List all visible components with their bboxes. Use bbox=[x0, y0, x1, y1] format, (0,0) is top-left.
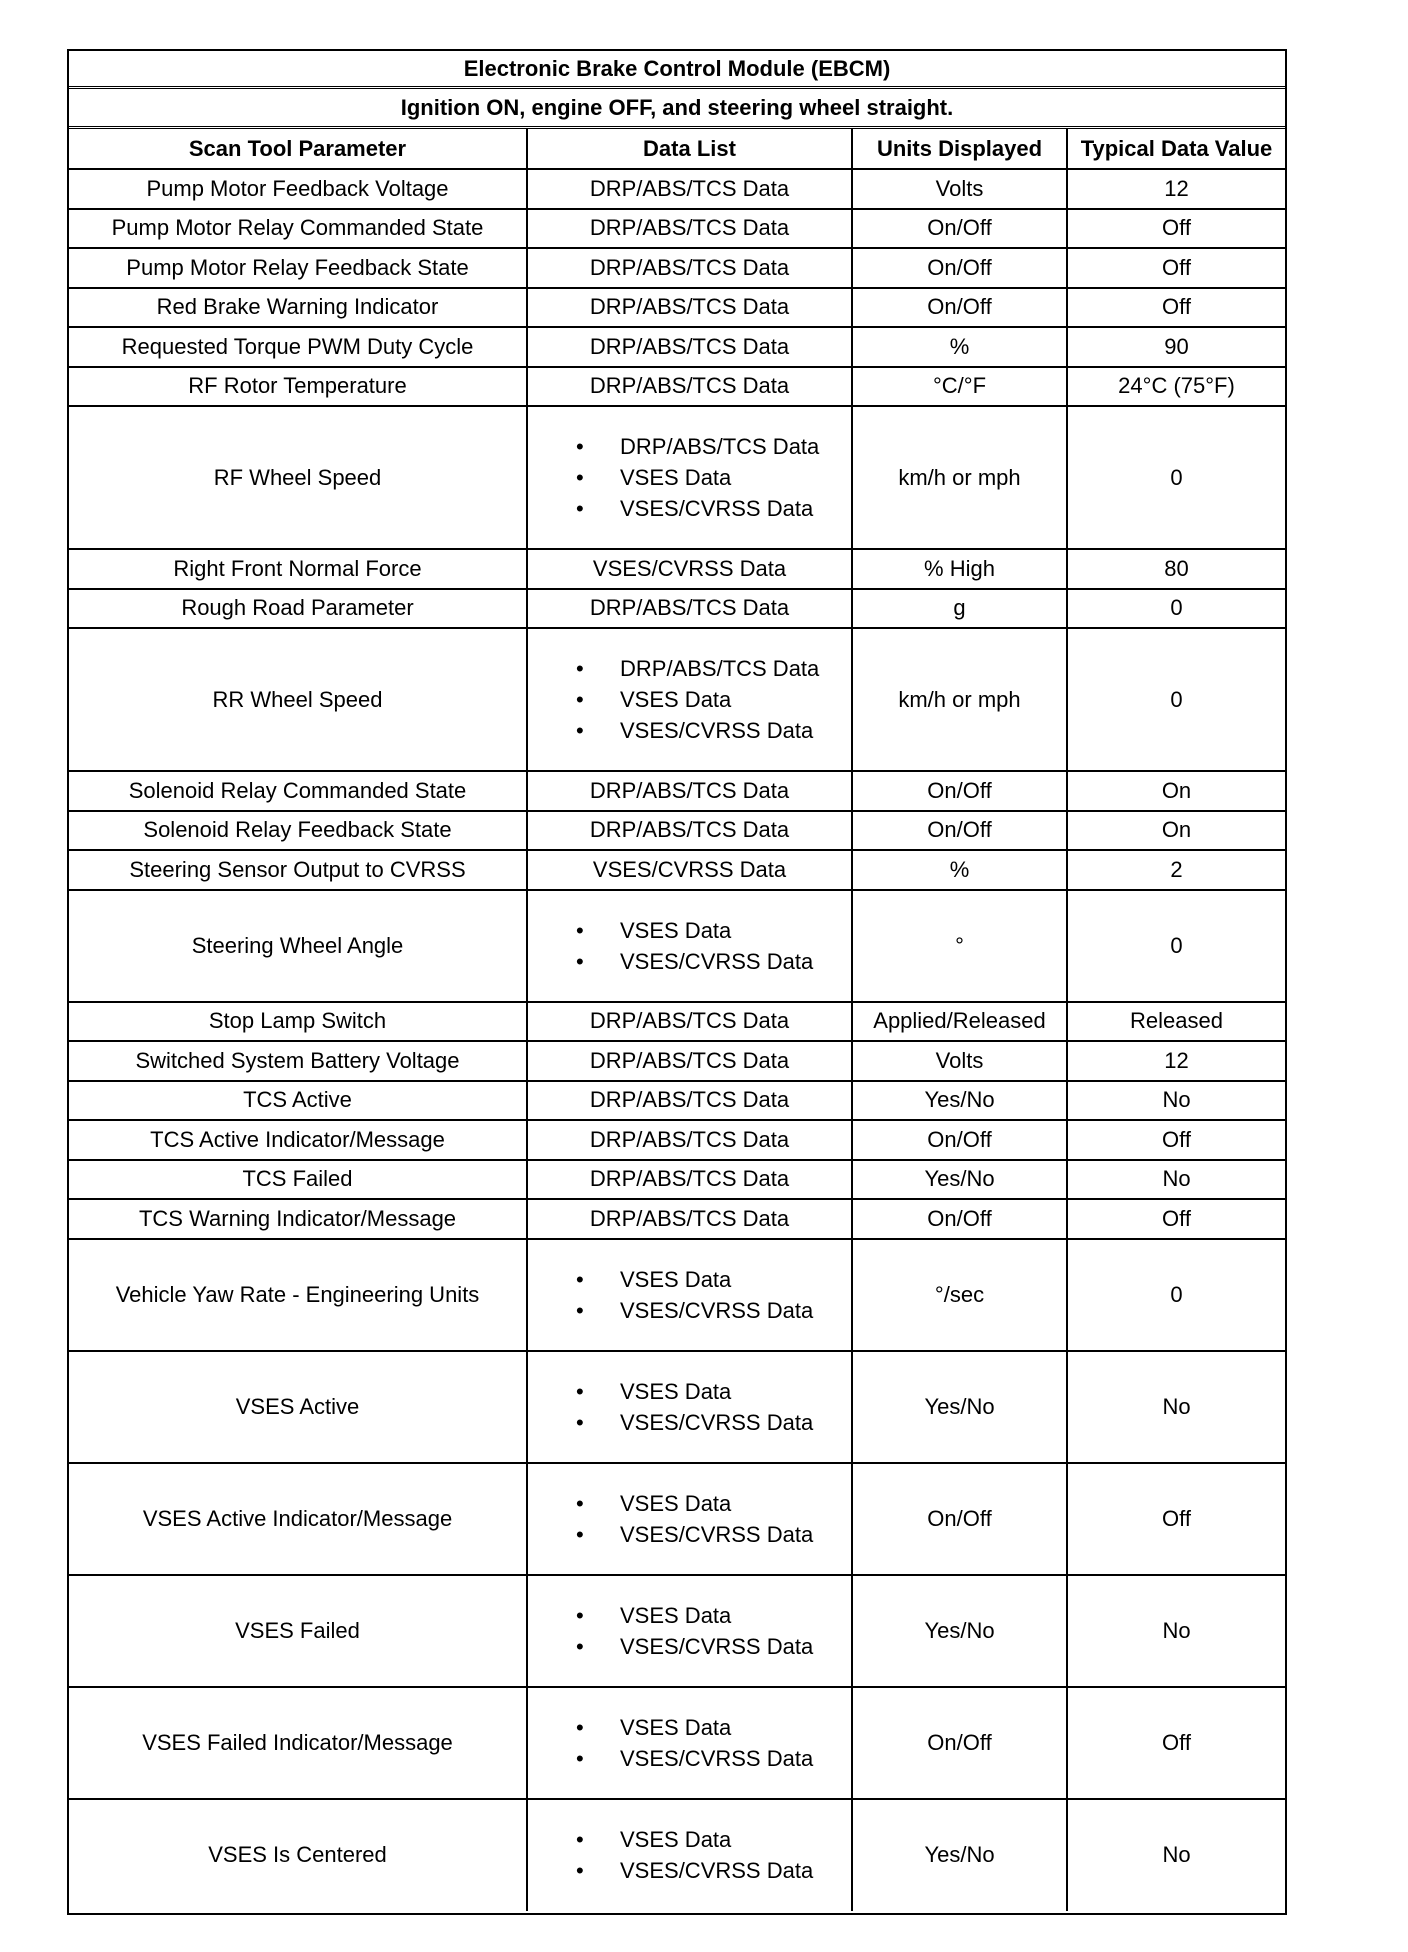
cell-parameter: VSES Is Centered bbox=[69, 1799, 527, 1911]
cell-units: % bbox=[852, 850, 1067, 890]
cell-parameter: Solenoid Relay Feedback State bbox=[69, 811, 527, 851]
cell-units: On/Off bbox=[852, 811, 1067, 851]
cell-parameter: Pump Motor Relay Feedback State bbox=[69, 248, 527, 288]
cell-typical-value: 0 bbox=[1067, 1239, 1285, 1351]
data-list-item: • VSES/CVRSS Data bbox=[576, 946, 847, 977]
cell-typical-value: 12 bbox=[1067, 169, 1285, 209]
data-list-bullets bbox=[532, 431, 847, 524]
cell-typical-value: On bbox=[1067, 771, 1285, 811]
cell-typical-value: No bbox=[1067, 1799, 1285, 1911]
data-list-bullets bbox=[532, 1488, 847, 1550]
column-header-units: Units Displayed bbox=[852, 129, 1067, 169]
data-list-item: • VSES Data bbox=[576, 915, 847, 946]
cell-typical-value: Off bbox=[1067, 288, 1285, 328]
data-list-item: • DRP/ABS/TCS Data bbox=[576, 653, 847, 684]
cell-data-list: DRP/ABS/TCS Data bbox=[527, 811, 852, 851]
header-row bbox=[69, 129, 1285, 169]
table-row bbox=[69, 367, 1285, 407]
cell-parameter: TCS Failed bbox=[69, 1160, 527, 1200]
cell-units: Volts bbox=[852, 169, 1067, 209]
table-title: Electronic Brake Control Module (EBCM) bbox=[69, 51, 1285, 89]
data-list-item: • VSES Data bbox=[576, 1264, 847, 1295]
data-list-item: • VSES/CVRSS Data bbox=[576, 715, 847, 746]
cell-typical-value: On bbox=[1067, 811, 1285, 851]
cell-parameter: TCS Active Indicator/Message bbox=[69, 1120, 527, 1160]
cell-data-list: VSES/CVRSS Data bbox=[527, 850, 852, 890]
cell-typical-value: 0 bbox=[1067, 628, 1285, 771]
table-row bbox=[69, 850, 1285, 890]
cell-units: On/Off bbox=[852, 771, 1067, 811]
cell-parameter: Vehicle Yaw Rate - Engineering Units bbox=[69, 1239, 527, 1351]
table-row bbox=[69, 771, 1285, 811]
table-row bbox=[69, 1463, 1285, 1575]
cell-data-list: DRP/ABS/TCS Data bbox=[527, 1160, 852, 1200]
cell-data-list: DRP/ABS/TCS Data bbox=[527, 327, 852, 367]
column-header-parameter: Scan Tool Parameter bbox=[69, 129, 527, 169]
table-row bbox=[69, 1575, 1285, 1687]
table-row bbox=[69, 1687, 1285, 1799]
cell-parameter: VSES Active bbox=[69, 1351, 527, 1463]
table-row bbox=[69, 1041, 1285, 1081]
table-row bbox=[69, 248, 1285, 288]
cell-typical-value: 12 bbox=[1067, 1041, 1285, 1081]
cell-units: °/sec bbox=[852, 1239, 1067, 1351]
cell-parameter: Steering Sensor Output to CVRSS bbox=[69, 850, 527, 890]
cell-units: km/h or mph bbox=[852, 406, 1067, 549]
cell-data-list: DRP/ABS/TCS Data bbox=[527, 169, 852, 209]
cell-data-list bbox=[527, 1575, 852, 1687]
table-row bbox=[69, 1120, 1285, 1160]
cell-units: °C/°F bbox=[852, 367, 1067, 407]
cell-typical-value: Off bbox=[1067, 1199, 1285, 1239]
table-row bbox=[69, 1239, 1285, 1351]
cell-typical-value: No bbox=[1067, 1351, 1285, 1463]
data-list-item: • VSES/CVRSS Data bbox=[576, 493, 847, 524]
cell-parameter: Steering Wheel Angle bbox=[69, 890, 527, 1002]
table-row bbox=[69, 209, 1285, 249]
cell-typical-value: Off bbox=[1067, 1120, 1285, 1160]
cell-units: Yes/No bbox=[852, 1081, 1067, 1121]
data-list-item: • VSES Data bbox=[576, 1376, 847, 1407]
cell-units: Yes/No bbox=[852, 1351, 1067, 1463]
cell-data-list bbox=[527, 1799, 852, 1911]
table-row bbox=[69, 406, 1285, 549]
data-list-bullets bbox=[532, 1264, 847, 1326]
cell-data-list: DRP/ABS/TCS Data bbox=[527, 1081, 852, 1121]
data-list-bullets bbox=[532, 1600, 847, 1662]
cell-units: % bbox=[852, 327, 1067, 367]
cell-data-list: DRP/ABS/TCS Data bbox=[527, 771, 852, 811]
cell-typical-value: Off bbox=[1067, 1463, 1285, 1575]
cell-typical-value: 0 bbox=[1067, 589, 1285, 629]
cell-units: On/Off bbox=[852, 288, 1067, 328]
table-row bbox=[69, 628, 1285, 771]
table-subtitle: Ignition ON, engine OFF, and steering wheel straight. bbox=[69, 89, 1285, 129]
data-list-bullets bbox=[532, 1824, 847, 1886]
table-row bbox=[69, 1081, 1285, 1121]
cell-typical-value: No bbox=[1067, 1160, 1285, 1200]
table-row bbox=[69, 327, 1285, 367]
cell-typical-value: 24°C (75°F) bbox=[1067, 367, 1285, 407]
data-list-item: • VSES Data bbox=[576, 462, 847, 493]
cell-parameter: TCS Active bbox=[69, 1081, 527, 1121]
cell-parameter: Pump Motor Relay Commanded State bbox=[69, 209, 527, 249]
table-row bbox=[69, 890, 1285, 1002]
cell-data-list: DRP/ABS/TCS Data bbox=[527, 1002, 852, 1042]
cell-typical-value: No bbox=[1067, 1081, 1285, 1121]
cell-typical-value: Off bbox=[1067, 209, 1285, 249]
table-row bbox=[69, 811, 1285, 851]
cell-parameter: RF Rotor Temperature bbox=[69, 367, 527, 407]
cell-typical-value: Off bbox=[1067, 248, 1285, 288]
cell-data-list: DRP/ABS/TCS Data bbox=[527, 1199, 852, 1239]
cell-data-list bbox=[527, 628, 852, 771]
column-header-typical-value: Typical Data Value bbox=[1067, 129, 1285, 169]
data-list-item: • VSES Data bbox=[576, 1824, 847, 1855]
data-list-bullets bbox=[532, 915, 847, 977]
cell-units: km/h or mph bbox=[852, 628, 1067, 771]
cell-units: On/Off bbox=[852, 209, 1067, 249]
cell-data-list bbox=[527, 1351, 852, 1463]
cell-units: Yes/No bbox=[852, 1575, 1067, 1687]
data-list-item: • VSES Data bbox=[576, 684, 847, 715]
cell-typical-value: 90 bbox=[1067, 327, 1285, 367]
cell-parameter: TCS Warning Indicator/Message bbox=[69, 1199, 527, 1239]
cell-parameter: Pump Motor Feedback Voltage bbox=[69, 169, 527, 209]
cell-data-list bbox=[527, 1463, 852, 1575]
cell-data-list: DRP/ABS/TCS Data bbox=[527, 1041, 852, 1081]
cell-parameter: Requested Torque PWM Duty Cycle bbox=[69, 327, 527, 367]
cell-parameter: Rough Road Parameter bbox=[69, 589, 527, 629]
cell-parameter: Solenoid Relay Commanded State bbox=[69, 771, 527, 811]
data-list-item: • VSES Data bbox=[576, 1488, 847, 1519]
cell-typical-value: 0 bbox=[1067, 406, 1285, 549]
cell-data-list: DRP/ABS/TCS Data bbox=[527, 288, 852, 328]
cell-data-list: DRP/ABS/TCS Data bbox=[527, 248, 852, 288]
cell-data-list: DRP/ABS/TCS Data bbox=[527, 209, 852, 249]
cell-units: Volts bbox=[852, 1041, 1067, 1081]
cell-parameter: VSES Active Indicator/Message bbox=[69, 1463, 527, 1575]
cell-units: On/Off bbox=[852, 1463, 1067, 1575]
scan-tool-parameter-table bbox=[69, 129, 1285, 1911]
cell-typical-value: 0 bbox=[1067, 890, 1285, 1002]
data-list-bullets bbox=[532, 1712, 847, 1774]
table-row bbox=[69, 288, 1285, 328]
data-list-bullets bbox=[532, 653, 847, 746]
cell-units: Yes/No bbox=[852, 1160, 1067, 1200]
cell-units: ° bbox=[852, 890, 1067, 1002]
cell-data-list bbox=[527, 1687, 852, 1799]
table-row bbox=[69, 1799, 1285, 1911]
data-list-item: • VSES/CVRSS Data bbox=[576, 1743, 847, 1774]
data-list-item: • VSES/CVRSS Data bbox=[576, 1295, 847, 1326]
table-row bbox=[69, 1160, 1285, 1200]
data-list-bullets bbox=[532, 1376, 847, 1438]
cell-parameter: VSES Failed bbox=[69, 1575, 527, 1687]
data-list-item: • VSES/CVRSS Data bbox=[576, 1855, 847, 1886]
data-list-item: • VSES/CVRSS Data bbox=[576, 1407, 847, 1438]
table-row bbox=[69, 1002, 1285, 1042]
table-row bbox=[69, 549, 1285, 589]
cell-units: On/Off bbox=[852, 1199, 1067, 1239]
cell-parameter: Red Brake Warning Indicator bbox=[69, 288, 527, 328]
cell-parameter: Switched System Battery Voltage bbox=[69, 1041, 527, 1081]
cell-typical-value: 2 bbox=[1067, 850, 1285, 890]
table-row bbox=[69, 1199, 1285, 1239]
cell-typical-value: Released bbox=[1067, 1002, 1285, 1042]
cell-units: On/Off bbox=[852, 1687, 1067, 1799]
cell-parameter: RF Wheel Speed bbox=[69, 406, 527, 549]
cell-parameter: VSES Failed Indicator/Message bbox=[69, 1687, 527, 1799]
cell-data-list bbox=[527, 890, 852, 1002]
data-list-item: • VSES Data bbox=[576, 1600, 847, 1631]
cell-units: Applied/Released bbox=[852, 1002, 1067, 1042]
cell-units: % High bbox=[852, 549, 1067, 589]
table-row bbox=[69, 589, 1285, 629]
data-list-item: • DRP/ABS/TCS Data bbox=[576, 431, 847, 462]
cell-typical-value: Off bbox=[1067, 1687, 1285, 1799]
cell-data-list bbox=[527, 406, 852, 549]
cell-units: On/Off bbox=[852, 248, 1067, 288]
cell-data-list: DRP/ABS/TCS Data bbox=[527, 367, 852, 407]
cell-data-list: DRP/ABS/TCS Data bbox=[527, 589, 852, 629]
data-list-item: • VSES/CVRSS Data bbox=[576, 1631, 847, 1662]
cell-data-list: DRP/ABS/TCS Data bbox=[527, 1120, 852, 1160]
cell-units: Yes/No bbox=[852, 1799, 1067, 1911]
cell-data-list bbox=[527, 1239, 852, 1351]
cell-units: On/Off bbox=[852, 1120, 1067, 1160]
column-header-data-list: Data List bbox=[527, 129, 852, 169]
cell-parameter: Stop Lamp Switch bbox=[69, 1002, 527, 1042]
cell-parameter: Right Front Normal Force bbox=[69, 549, 527, 589]
cell-typical-value: 80 bbox=[1067, 549, 1285, 589]
data-list-item: • VSES/CVRSS Data bbox=[576, 1519, 847, 1550]
table-row bbox=[69, 1351, 1285, 1463]
data-list-item: • VSES Data bbox=[576, 1712, 847, 1743]
cell-parameter: RR Wheel Speed bbox=[69, 628, 527, 771]
cell-typical-value: No bbox=[1067, 1575, 1285, 1687]
ebcm-data-table-document bbox=[67, 49, 1287, 1915]
cell-units: g bbox=[852, 589, 1067, 629]
cell-data-list: VSES/CVRSS Data bbox=[527, 549, 852, 589]
table-row bbox=[69, 169, 1285, 209]
